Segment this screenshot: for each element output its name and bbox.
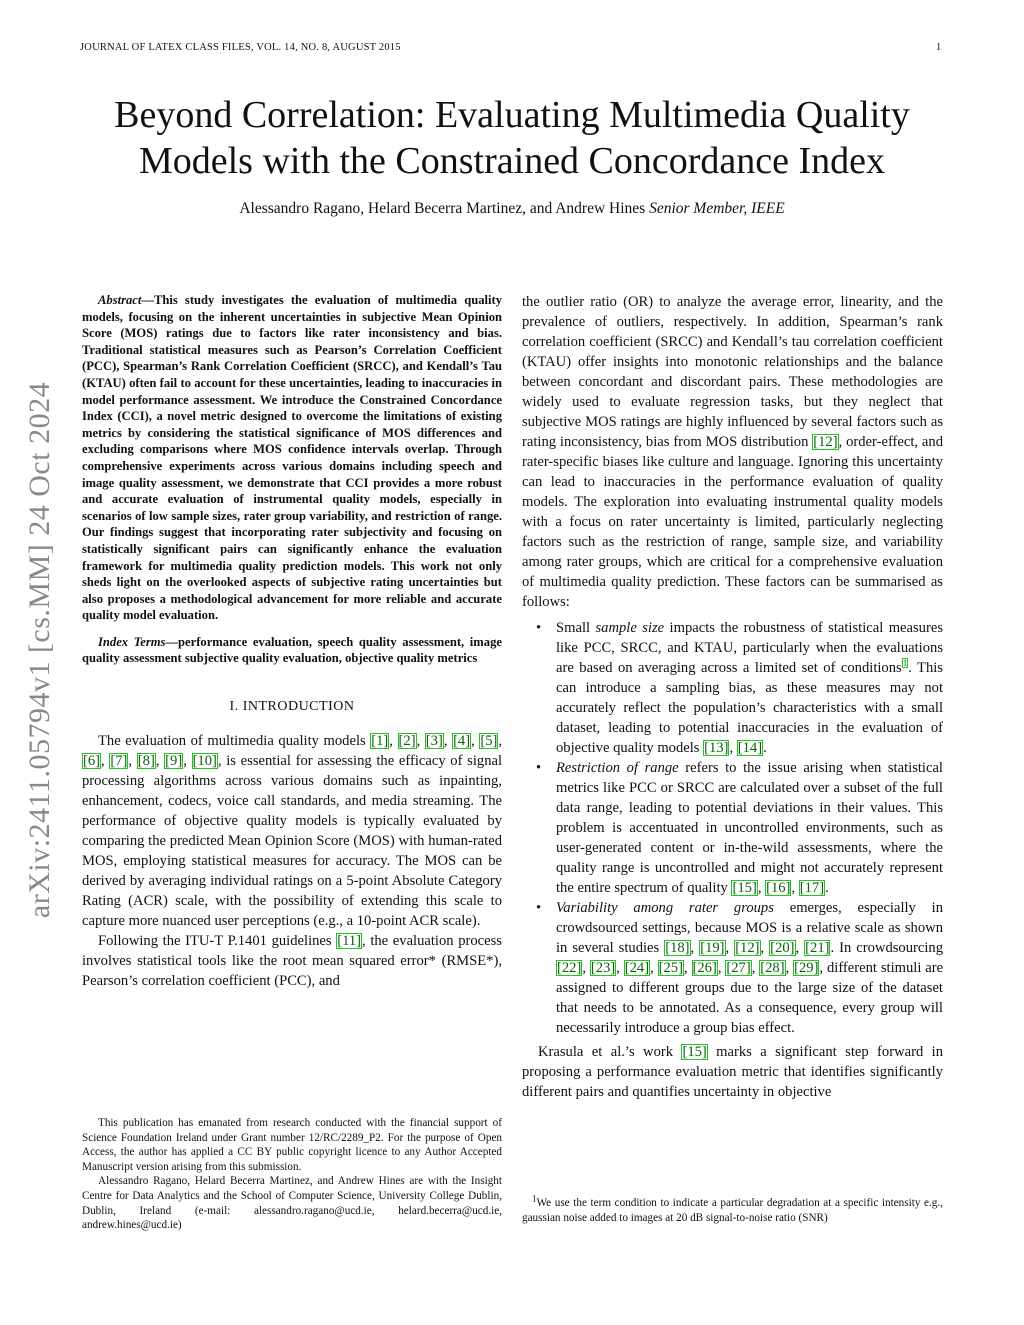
citation-link[interactable]: [15] [682, 1044, 707, 1060]
citation-link[interactable]: [6] [83, 753, 101, 770]
intro-paragraph-3 [522, 292, 943, 612]
citation-link[interactable]: [14] [737, 740, 763, 756]
item-text: emerges, especially in crowdsourced settings, because MOS is a relative scale as shown in several studies [556, 900, 943, 956]
citation-link[interactable]: [12] [813, 434, 838, 450]
list-item: • Small sample size impacts the robustness of statistical measures like PCC, SRCC, and KTAU, particularly when the evaluations are based on averaging across a limited set of conditions$^1$. This can introduce a sampling bias, as these measures may not accurately reflect the population’s characteristics with a small dataset, leading to potential inaccuracies in the evaluation of objective quality models [13], [14]. [536, 620, 943, 756]
author-membership: Senior Member, IEEE [649, 200, 785, 217]
item-text: Small [556, 620, 596, 636]
citation-link[interactable]: [15] [732, 880, 757, 896]
left-column [82, 292, 502, 991]
abstract-text: —This study investigates the evaluation of multimedia quality models, focusing on the inherent uncertainties in subjective Mean Opinion Score (MOS) ratings due to factors like rater inconsistency and bias. Traditional statistical measures such as Pearson’s Correlation Coefficient (PCC), Spearman’s Rank Correlation Coefficient (SRCC), and Kendall’s Tau (KTAU) often fail to account for these uncertainties, leading to inaccuracies in model performance assessment. We introduce the Constrained Concordance Index (CCI), a novel metric designed to overcome the limitations of existing metrics by considering the statistical significance of MOS differences and excluding comparisons where MOS confidence intervals overlap. Through comprehensive experiments across various domains including speech and image quality assessment, we demonstrate that CCI provides a more robust and accurate evaluation of instrumental quality models, especially in scenarios of low sample sizes, rater group variability, and restriction of range. Our findings suggest that incorporating rater subjectivity and focusing on statistically significant pairs can significantly enhance the evaluation framework for multimedia quality prediction models. This work not only sheds light on the overlooked aspects of subjective rating uncertainties but also proposes a methodological advancement for more reliable and accurate quality model evaluation. [82, 293, 502, 623]
condition-footnote [522, 1193, 943, 1225]
arxiv-stamp [20, 340, 60, 960]
item-text: . In crowdsourcing [830, 940, 944, 956]
item-text: refers to the issue arising when statistical metrics like PCC or SRCC are calculated over a subset of the full data range, leading to potential deviations in their values. This problem is accentuated in uncontrolled environments, such as user-generated content or in-the-wild assessments, where the quality range is uncontrolled and might not accurately represent the entire spectrum of quality [556, 760, 943, 896]
intro-paragraph-2 [82, 931, 502, 991]
citation-link[interactable]: [18] [665, 940, 690, 956]
factor-list [522, 618, 943, 1038]
author-list [60, 200, 964, 218]
right-footnotes [522, 1193, 943, 1225]
citation-link[interactable]: [9] [165, 753, 183, 770]
citation-link[interactable]: [10] [192, 753, 217, 770]
citation-link[interactable]: [25] [658, 960, 683, 976]
citation-link[interactable]: [13] [704, 740, 729, 756]
bullet-icon: • [536, 760, 542, 776]
title-line-2: Models with the Constrained Concordance Index [138, 140, 886, 182]
index-terms-label: Index Terms [98, 634, 166, 649]
abstract [82, 292, 502, 624]
footnote-text: We use the term condition to indicate a particular degradation at a specific intensity e.g., gaussian noise added to images at 20 dB signal-to-noise ratio (SNR) [522, 1197, 943, 1224]
list-item: • Restriction of range refers to the issue arising when statistical metrics like PCC or SRCC are calculated over a subset of the full data range, leading to potential deviations in their values. This problem is accentuated in uncontrolled environments, such as user-generated content or in-the-wild assessments, where the quality range is uncontrolled and might not accurately represent the entire spectrum of quality [15], [16], [17]. [536, 760, 943, 896]
paragraph-text: , is essential for assessing the efficacy of signal processing algorithms across various domains such as inpainting, enhancement, codecs, voice call standards, and media streaming. The performance of objective quality models is typically evaluated by comparing the predicted Mean Opinion Score (MOS) with human-rated MOS, employing statistical measures for accuracy. The MOS can be derived by averaging individual ratings on a 5-point Absolute Category Rating (ACR) scale, with the possibility of extending this scale to capture more nuanced user perceptions (e.g., a 10-point ACR scale). [82, 753, 503, 930]
citation-link[interactable]: [20] [770, 940, 795, 956]
item-text: . This can introduce a sampling bias, as these measures may not accurately reflect the population’s characteristics with a small dataset, leading to potential inaccuracies in the evaluation of objective quality models [556, 660, 943, 756]
paper-title [60, 92, 964, 184]
paragraph-text: Krasula et al.’s work [538, 1044, 682, 1060]
affiliation-footnote: Alessandro Ragano, Helard Becerra Martinez, and Andrew Hines are with the Insight Centre for Data Analytics and the School of Computer Science, University College Dublin, Dublin, Ireland (e-mail: alessandro.ragano@ucd.ie, helard.becerra@ucd.ie, andrew.hines@ucd.ie) [82, 1175, 502, 1232]
citation-link[interactable]: [24] [624, 960, 650, 976]
citation-link[interactable]: [22] [557, 960, 582, 976]
citation-link[interactable]: [19] [700, 940, 725, 956]
paragraph-text: The evaluation of multimedia quality models [98, 733, 371, 750]
citation-link[interactable]: [5] [480, 733, 498, 750]
section-heading-introduction: I. INTRODUCTION [229, 699, 355, 715]
item-emphasis: Restriction of range [556, 760, 679, 776]
citation-link[interactable]: [7] [110, 753, 128, 770]
index-terms-text: —performance evaluation, speech quality assessment, image quality assessment subjective quality evaluation, objective quality metrics [82, 634, 502, 666]
citation-link[interactable]: [23] [590, 960, 616, 976]
citation-link[interactable]: [29] [794, 960, 819, 976]
item-text: , different stimuli are assigned to different groups due to the large size of the dataset that needs to be annotated. As a consequence, every group will necessarily introduce a group bias effect. [556, 960, 944, 1036]
funding-footnote: This publication has emanated from research conducted with the financial support of Science Foundation Ireland under Grant number 12/RC/2289_P2. For the purpose of Open Access, the author has applied a CC BY public copyright licence to any Author Accepted Manuscript version arising from this submission. [82, 1117, 502, 1173]
footnote-marker-link[interactable]: 1 [902, 658, 908, 669]
citation-link[interactable]: [4] [453, 733, 471, 750]
intro-paragraph-1: The evaluation of multimedia quality models [1], [2], [3], [4], [5], [6], [7], [8], [9], [10], is essential for assessing the efficacy of signal processing algorithms across various domains such as inpainting, enhancement, codecs, voice call standards, and media streaming. The performance of objective quality models is typically evaluated by comparing the predicted Mean Opinion Score (MOS) with human-rated MOS, employing statistical measures for accuracy. The MOS can be derived by averaging individual ratings on a 5-point Absolute Category Rating (ACR) scale, with the possibility of extending this scale to capture more nuanced user perceptions (e.g., a 10-point ACR scale). [82, 733, 503, 930]
right-column [522, 292, 943, 1102]
citation-link[interactable]: [3] [425, 733, 443, 750]
author-names: Alessandro Ragano, Helard Becerra Martinez, and Andrew Hines [239, 200, 646, 217]
item-emphasis: Variability among rater groups [556, 900, 774, 916]
citation-link[interactable]: [11] [337, 933, 362, 950]
bullet-icon: • [536, 620, 542, 636]
left-footnotes [82, 1116, 502, 1233]
citation-link[interactable]: [16] [766, 880, 791, 896]
item-text: . [763, 740, 767, 756]
paragraph-text: marks a significant step forward in proposing a performance evaluation metric that identifies significantly different pairs and quantifies uncertainty in objective [522, 1044, 944, 1100]
item-text: . [825, 880, 829, 896]
page-number: 1 [936, 42, 942, 53]
arxiv-id: arXiv:2411.05794v1 [cs.MM] 24 Oct 2024 [23, 381, 56, 919]
citation-link[interactable]: [26] [692, 960, 717, 976]
citation-link[interactable]: [12] [735, 940, 760, 956]
paragraph-text: Following the ITU-T P.1401 guidelines [98, 933, 337, 950]
citation-link[interactable]: [21] [805, 940, 830, 956]
abstract-label: Abstract [98, 293, 142, 307]
footnote-number: 1 [532, 1193, 537, 1204]
running-header: JOURNAL OF LATEX CLASS FILES, VOL. 14, NO. 8, AUGUST 2015 [80, 42, 401, 53]
citation-link[interactable]: [2] [398, 733, 416, 750]
citation-link[interactable]: [8] [137, 753, 155, 770]
title-line-1: Beyond Correlation: Evaluating Multimedia Quality [114, 94, 910, 136]
item-text: impacts the robustness of statistical measures like PCC, SRCC, and KTAU, particularly when the evaluations are based on averaging across a limited set of conditions [556, 620, 943, 676]
paragraph-text: , order-effect, and rater-specific biases like culture and language. Ignoring this uncertainty can lead to inaccuracies in the performance evaluation of quality models. The exploration into evaluating instrumental quality models with a focus on rater uncertainty is limited, particularly neglecting factors such as the restriction of range, sample size, and variability among rater groups, which are critical for a comprehensive evaluation of multimedia quality prediction. These factors can be summarised as follows: [522, 434, 944, 610]
citation-link[interactable]: [1] [371, 733, 389, 750]
paragraph-text: , the evaluation process involves statistical tools like the root mean squared error* (RMSE*), Pearson’s correlation coefficient (PCC), and [82, 933, 502, 990]
paragraph-text: the outlier ratio (OR) to analyze the average error, linearity, and the prevalence of outliers, respectively. In addition, Spearman’s rank correlation coefficient (SRCC) and Kendall’s tau correlation coefficient (KTAU) offer insights into monotonic relationships and the balance between concordant and discordant pairs. These methodologies are widely used to evaluate regression tasks, but they neglect that subjective MOS ratings are highly influenced by several factors such as rating inconsistency, bias from MOS distribution [522, 294, 943, 450]
index-terms [82, 634, 502, 667]
item-emphasis: sample size [595, 620, 665, 636]
citation-link[interactable]: [27] [726, 960, 751, 976]
citation-link[interactable]: [28] [760, 960, 785, 976]
citation-link[interactable]: [17] [799, 880, 825, 896]
bullet-icon: • [536, 900, 542, 916]
intro-paragraph-4 [522, 1042, 943, 1102]
list-item: • Variability among rater groups emerges, especially in crowdsourced settings, because MOS is a relative scale as shown in several studies [18], [19], [12], [20], [21]. In crowdsourcing [22], [23], [24], [25], [26], [27], [28], [29], different stimuli are assigned to different groups due to the large size of the dataset that needs to be annotated. As a consequence, every group will necessarily introduce a group bias effect. [536, 900, 944, 1036]
